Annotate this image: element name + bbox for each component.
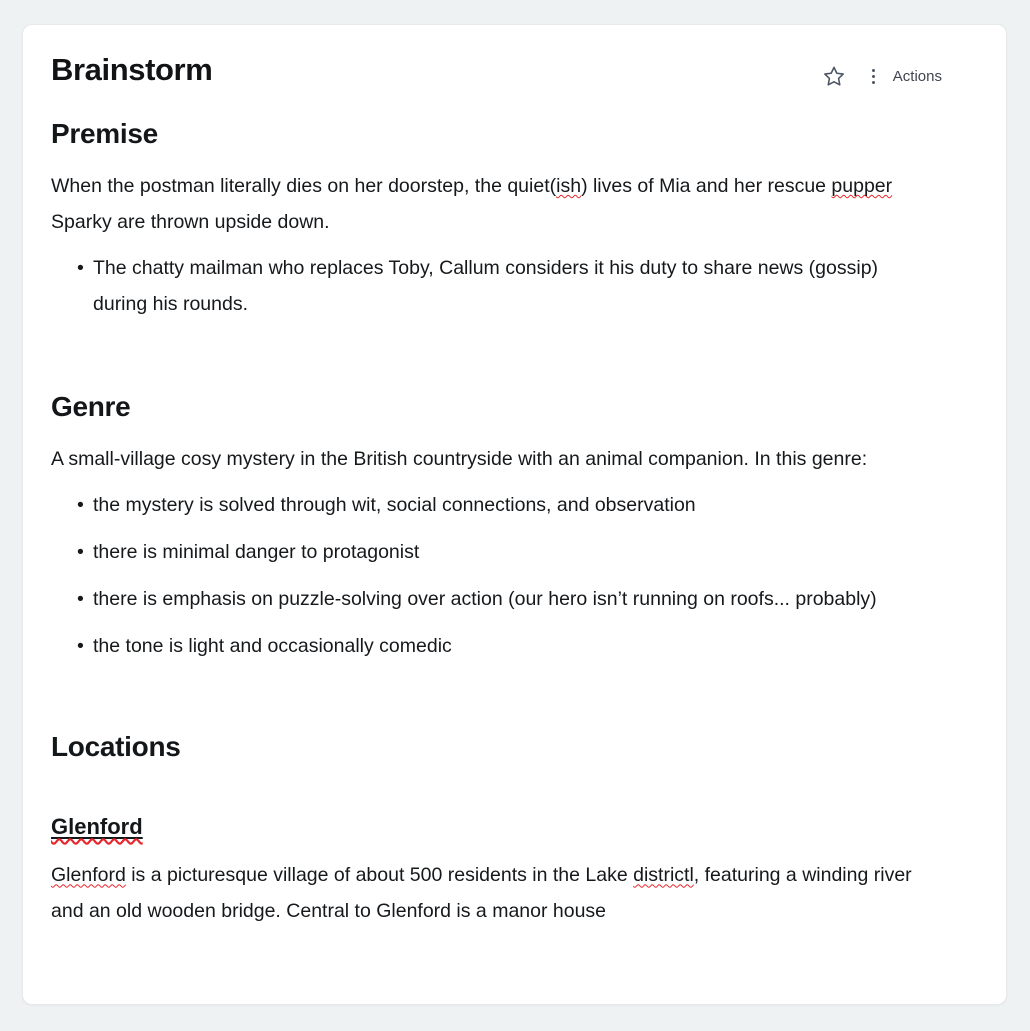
document-card: [22, 24, 1007, 1005]
location-name-heading: [51, 812, 143, 842]
list-item: • The chatty mailman who replaces Toby, Callum considers it his duty to share news (gossip) during his rounds.: [51, 251, 931, 323]
location-entry-glenford: [51, 766, 962, 930]
kebab-menu-icon: [867, 66, 881, 86]
misspelled-word-pupper: pupper: [831, 175, 893, 198]
document-header: [51, 51, 962, 90]
misspelled-word-ish: ish: [556, 175, 582, 198]
section-heading-genre: Genre: [51, 390, 131, 422]
document-content: [23, 25, 1006, 930]
premise-text-part1: When the postman literally dies on her doorstep, the quiet(: [51, 175, 557, 198]
header-actions-group: [823, 65, 942, 87]
location-text-part1: is a picturesque village of about 500 residents in the Lake: [125, 864, 634, 887]
section-heading-premise: Premise: [51, 117, 158, 149]
list-item: • there is minimal danger to protagonist: [51, 535, 931, 571]
misspelled-word-glenford-heading: Glenford: [51, 813, 143, 839]
genre-paragraph: A small-village cosy mystery in the British countryside with an animal companion. In this genre:: [51, 448, 868, 471]
list-item: • there is emphasis on puzzle-solving over action (our hero isn’t running on roofs... probably): [51, 582, 931, 618]
actions-menu-button[interactable]: [867, 66, 942, 86]
star-outline-icon-svg: [823, 65, 845, 87]
premise-text-part2: ) lives of Mia and her rescue: [581, 175, 832, 198]
genre-bullet-list: [51, 488, 931, 665]
location-text-part2: , featuring a winding river and an old wooden bridge. Central to Glenford is a manor house: [51, 864, 912, 923]
star-outline-icon[interactable]: [823, 65, 845, 87]
misspelled-word-districtl: districtl: [633, 864, 694, 887]
location-description: [51, 858, 931, 930]
list-item: • the mystery is solved through wit, social connections, and observation: [51, 488, 931, 524]
actions-label: Actions: [892, 67, 942, 85]
page-title: Brainstorm: [51, 52, 213, 87]
premise-paragraph: [51, 169, 931, 241]
list-item: • the tone is light and occasionally comedic: [51, 629, 931, 665]
section-heading-locations: Locations: [51, 731, 181, 763]
premise-bullet-list: [51, 251, 931, 323]
misspelled-word-glenford: Glenford: [51, 864, 126, 887]
premise-text-part3: Sparky are thrown upside down.: [51, 211, 330, 234]
